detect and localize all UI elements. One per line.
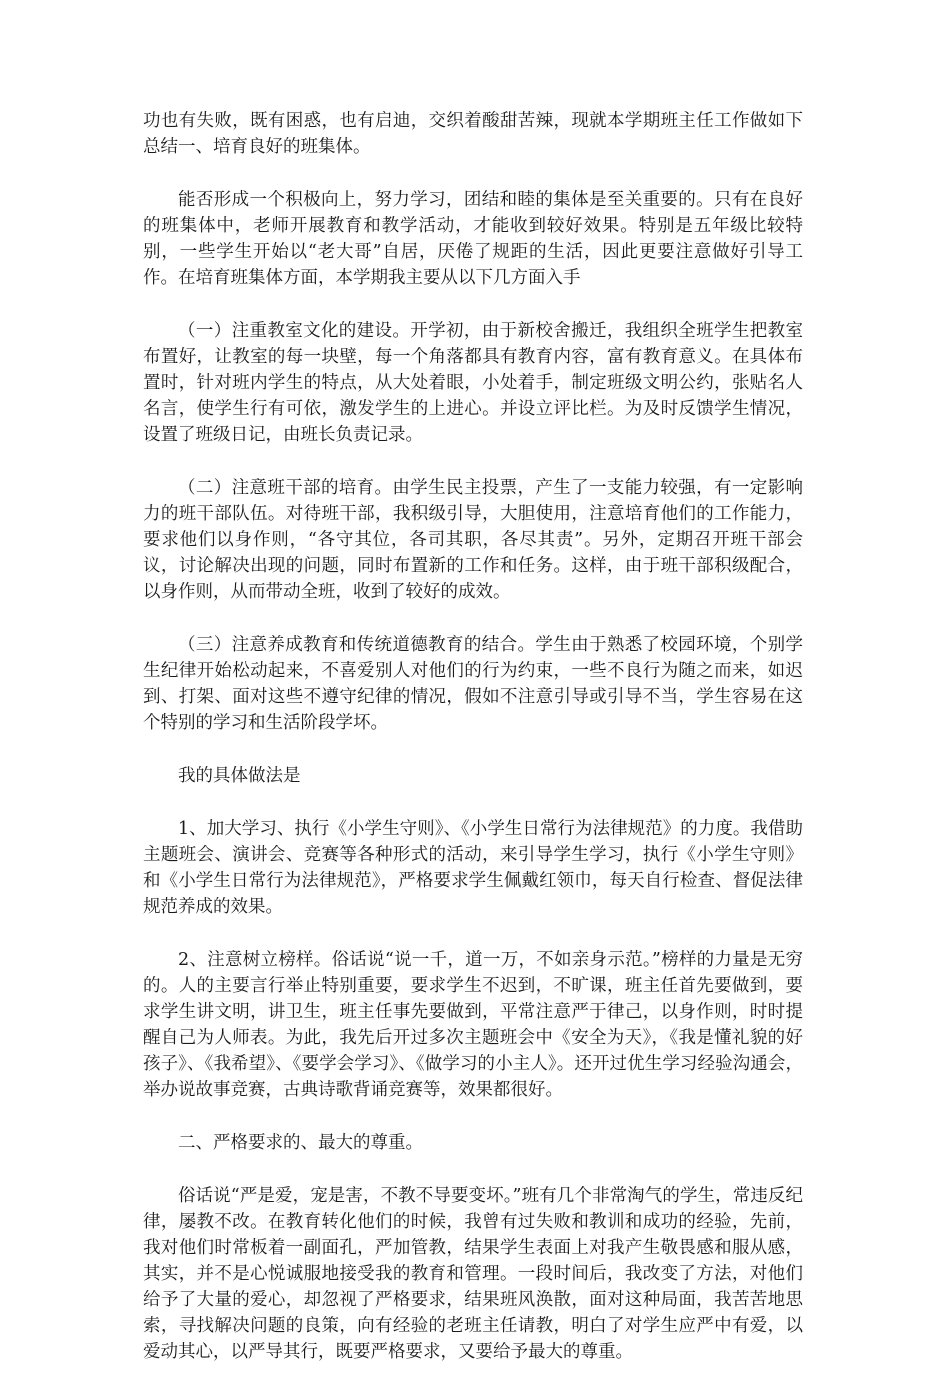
paragraph: （三）注意养成教育和传统道德教育的结合。学生由于熟悉了校园环境，个别学生纪律开始松动起来，不喜爱别人对他们的行为约束，一些不良行为随之而来，如迟到、打架、面对这些不遵守纪律的情况，假如不注意引导或引导不当，学生容易在这个特别的学习和生活阶段学坏。 (143, 635, 803, 733)
paragraph: （二）注意班干部的培育。由学生民主投票，产生了一支能力较强，有一定影响力的班干部队伍。对待班干部，我积级引导，大胆使用，注意培育他们的工作能力，要求他们以身作则，“各守其位，各司其职，各尽其责”。另外，定期召开班干部会议，讨论解决出现的问题，同时布置新的工作和任务。这样，由于班干部积级配合，以身作则，从而带动全班，收到了较好的成效。 (143, 478, 803, 602)
paragraph: 俗话说“严是爱，宠是害，不教不导要变坏。”班有几个非常淘气的学生，常违反纪律，屡教不改。在教育转化他们的时候，我曾有过失败和教训和成功的经验，先前，我对他们时常板着一副面孔，严加管教，结果学生表面上对我产生敬畏感和服从感，其实，并不是心悦诚服地接受我的教育和管理。一段时间后，我改变了方法，对他们给予了大量的爱心，却忽视了严格要求，结果班风涣散，面对这种局面，我苦苦地思索，寻找解决问题的良策，向有经验的老班主任请教，明白了对学生应严中有爱，以爱动其心，以严导其行，既要严格要求，又要给予最大的尊重。 (143, 1186, 803, 1362)
paragraph: 1、加大学习、执行《小学生守则》、《小学生日常行为法律规范》的力度。我借助主题班会、演讲会、竞赛等各种形式的活动，来引导学生学习，执行《小学生守则》和《小学生日常行为法律规范》，严格要求学生佩戴红领巾，每天自行检查、督促法律规范养成的效果。 (143, 819, 803, 917)
paragraph: 能否形成一个积极向上，努力学习，团结和睦的集体是至关重要的。只有在良好的班集体中，老师开展教育和教学活动，才能收到较好效果。特别是五年级比较特别，一些学生开始以“老大哥”自居，厌倦了规距的生活，因此更要注意做好引导工作。在培育班集体方面，本学期我主要从以下几方面入手 (143, 190, 803, 288)
document-page (143, 108, 803, 1392)
paragraph: 功也有失败，既有困惑，也有启迪，交织着酸甜苦辣，现就本学期班主任工作做如下总结一、培育良好的班集体。 (143, 111, 803, 157)
paragraph: 我的具体做法是 (178, 766, 301, 786)
paragraph: 2、注意树立榜样。俗话说“说一千，道一万，不如亲身示范。”榜样的力量是无穷的。人的主要言行举止特别重要，要求学生不迟到，不旷课，班主任首先要做到，要求学生讲文明，讲卫生，班主任事先要做到，平常注意严于律己，以身作则，时时提醒自己为人师表。为此，我先后开过多次主题班会中《安全为天》，《我是懂礼貌的好孩子》、《我希望》、《要学会学习》、《做学习的小主人》。还开过优生学习经验沟通会，举办说故事竞赛，古典诗歌背诵竞赛等，效果都很好。 (143, 950, 803, 1100)
paragraph: （一）注重教室文化的建设。开学初，由于新校舍搬迁，我组织全班学生把教室布置好，让教室的每一块壁，每一个角落都具有教育内容，富有教育意义。在具体布置时，针对班内学生的特点，从大处着眼，小处着手，制定班级文明公约，张贴名人名言，使学生行有可依，激发学生的上进心。并设立评比栏。为及时反馈学生情况，设置了班级日记，由班长负责记录。 (143, 321, 803, 445)
section-heading: 二、严格要求的、最大的尊重。 (178, 1133, 423, 1153)
